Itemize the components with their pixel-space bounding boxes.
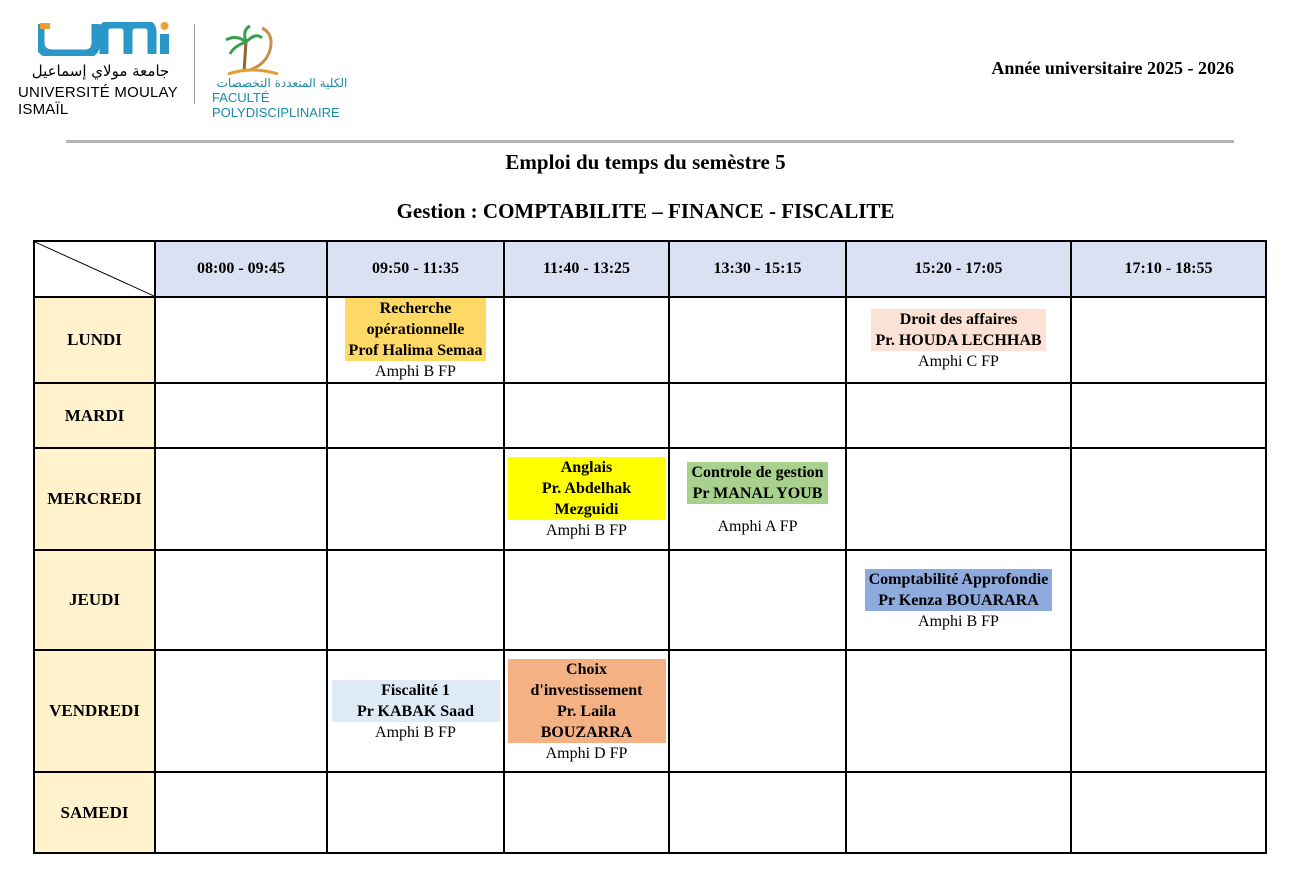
course-title: Recherche <box>379 300 452 317</box>
empty-cell <box>155 650 327 772</box>
day-row-jeudi <box>34 550 1266 650</box>
timeslot-4: 13:30 - 15:15 <box>669 241 846 297</box>
course-teacher: Pr. HOUDA LECHHAB <box>875 331 1042 349</box>
course-cell <box>504 650 669 772</box>
empty-cell <box>669 772 846 853</box>
timeslot-header-row <box>34 241 1266 297</box>
day-jeudi: JEUDI <box>34 550 155 650</box>
course-teacher: Pr MANAL YOUB <box>692 484 823 502</box>
empty-cell <box>846 772 1071 853</box>
day-row-lundi <box>34 297 1266 383</box>
course-cell <box>327 650 504 772</box>
corner-cell <box>34 241 155 297</box>
empty-cell <box>504 383 669 448</box>
faculty-name-arabic: الكلية المتعددة التخصصات <box>216 76 348 90</box>
empty-cell <box>846 650 1071 772</box>
empty-cell <box>155 383 327 448</box>
empty-cell <box>1071 550 1266 650</box>
course-teacher: Pr. Laila <box>557 702 616 720</box>
empty-cell <box>504 772 669 853</box>
timetable <box>33 240 1267 854</box>
day-lundi: LUNDI <box>34 297 155 383</box>
day-row-mardi <box>34 383 1266 448</box>
faculty-name-french: FACULTÉ POLYDISCIPLINAIRE <box>212 90 340 120</box>
empty-cell <box>155 448 327 550</box>
course-title: d'investissement <box>530 681 643 699</box>
university-name-french: UNIVERSITÉ MOULAY ISMAÏL <box>18 84 178 118</box>
day-vendredi: VENDREDI <box>34 650 155 772</box>
course-teacher: BOUZARRA <box>540 723 633 741</box>
empty-cell <box>1071 383 1266 448</box>
empty-cell <box>327 772 504 853</box>
course-title: Controle de gestion <box>691 463 824 481</box>
empty-cell <box>155 297 327 383</box>
empty-cell <box>1071 772 1266 853</box>
empty-cell <box>669 383 846 448</box>
course-block <box>871 309 1045 351</box>
empty-cell <box>327 550 504 650</box>
course-cell <box>669 448 846 550</box>
course-teacher: Mezguidi <box>554 501 619 518</box>
course-block <box>332 680 500 722</box>
empty-cell <box>155 772 327 853</box>
university-logo <box>18 22 183 118</box>
course-room: Amphi B FP <box>918 612 999 630</box>
day-row-samedi <box>34 772 1266 853</box>
timeslot-2: 09:50 - 11:35 <box>327 241 504 297</box>
page-title: Emploi du temps du semèstre 5 <box>505 150 786 174</box>
course-block <box>508 457 666 520</box>
empty-cell <box>155 550 327 650</box>
course-room: Amphi A FP <box>717 517 798 535</box>
day-row-vendredi <box>34 650 1266 772</box>
course-title: Choix <box>566 660 607 678</box>
timeslot-6: 17:10 - 18:55 <box>1071 241 1266 297</box>
empty-cell <box>669 297 846 383</box>
empty-cell <box>1071 650 1266 772</box>
day-row-mercredi <box>34 448 1266 550</box>
course-room: Amphi D FP <box>545 744 628 762</box>
empty-cell <box>669 550 846 650</box>
timeslot-1: 08:00 - 09:45 <box>155 241 327 297</box>
course-room: Amphi B FP <box>546 522 627 539</box>
empty-cell <box>504 550 669 650</box>
course-title: Comptabilité Approfondie <box>868 570 1049 588</box>
empty-cell <box>846 448 1071 550</box>
course-room: Amphi B FP <box>375 723 456 741</box>
day-samedi: SAMEDI <box>34 772 155 853</box>
academic-year: Année universitaire 2025 - 2026 <box>991 58 1234 78</box>
timeslot-5: 15:20 - 17:05 <box>846 241 1071 297</box>
palm-tree-icon <box>222 24 282 76</box>
course-title: Anglais <box>560 459 613 476</box>
course-block <box>345 298 487 361</box>
course-teacher: Pr. Abdelhak <box>541 480 632 497</box>
university-name-arabic: جامعة مولاي إسماعيل <box>31 62 170 80</box>
empty-cell <box>1071 297 1266 383</box>
timeslot-3: 11:40 - 13:25 <box>504 241 669 297</box>
empty-cell <box>327 448 504 550</box>
course-block <box>508 659 666 743</box>
course-room: Amphi B FP <box>375 363 456 380</box>
empty-cell <box>1071 448 1266 550</box>
umi-logo-mark <box>38 22 178 56</box>
course-teacher: Prof Halima Semaa <box>348 342 483 359</box>
course-room: Amphi C FP <box>918 352 999 370</box>
day-mardi: MARDI <box>34 383 155 448</box>
empty-cell <box>504 297 669 383</box>
course-title: Droit des affaires <box>899 310 1018 328</box>
empty-cell <box>327 383 504 448</box>
course-title: Fiscalité 1 <box>381 681 450 699</box>
empty-cell <box>669 650 846 772</box>
course-cell <box>846 550 1071 650</box>
course-cell <box>504 448 669 550</box>
empty-cell <box>846 383 1071 448</box>
day-mercredi: MERCREDI <box>34 448 155 550</box>
page-subtitle: Gestion : COMPTABILITE – FINANCE - FISCALITE <box>396 199 895 223</box>
diagonal-divider <box>35 242 154 296</box>
logo-divider <box>194 24 195 104</box>
course-cell <box>846 297 1071 383</box>
course-teacher: Pr Kenza BOUARARA <box>878 591 1039 609</box>
course-block <box>687 462 827 504</box>
course-teacher: Pr KABAK Saad <box>356 702 475 720</box>
course-cell <box>327 297 504 383</box>
header-rule <box>66 140 1234 143</box>
course-title: opérationnelle <box>366 321 465 338</box>
faculty-logo <box>208 24 358 120</box>
course-block <box>865 569 1053 611</box>
